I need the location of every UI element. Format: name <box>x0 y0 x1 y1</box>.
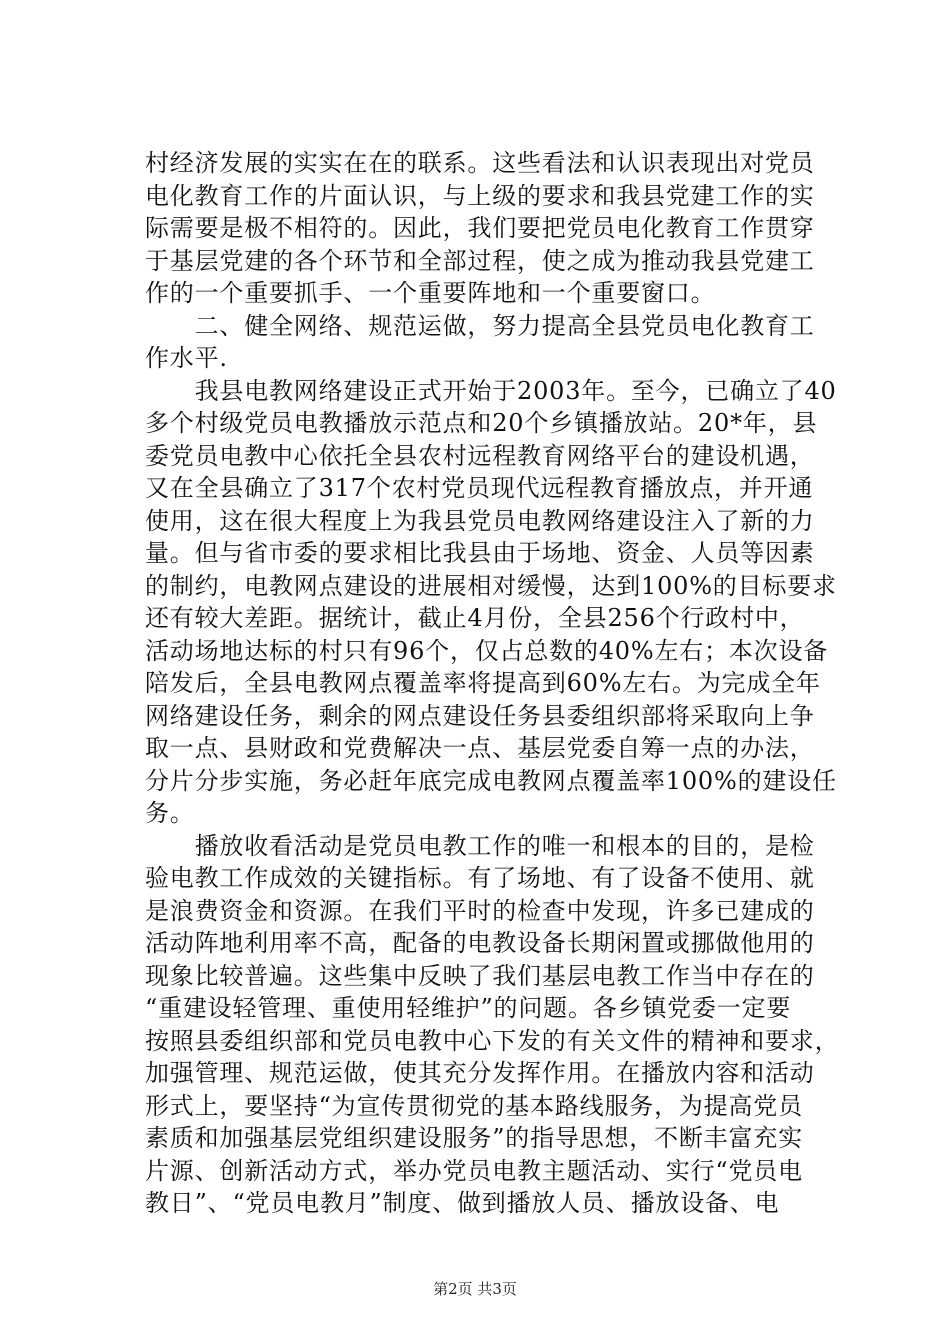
text-line: 现象比较普遍。这些集中反映了我们基层电教工作当中存在的 <box>145 961 815 990</box>
text-line: 取一点、县财政和党费解决一点、基层党委自筹一点的办法， <box>145 734 815 762</box>
text-line: 还有较大差距。据统计，截止4月份，全县256个行政村中， <box>145 604 805 632</box>
text-line: 电化教育工作的片面认识，与上级的要求和我县党建工作的实 <box>145 181 815 210</box>
text-line: 教日”、“党员电教月”制度、做到播放人员、播放设备、电 <box>145 1189 780 1217</box>
text-line: 委党员电教中心依托全县农村远程教育网络平台的建设机遇， <box>145 441 815 470</box>
text-line: 播放收看活动是党员电教工作的唯一和根本的目的，是检 <box>145 831 815 860</box>
section-heading-line: 二、健全网络、规范运做，努力提高全县党员电化教育工 <box>145 311 815 340</box>
text-line: 素质和加强基层党组织建设服务”的指导思想，不断丰富充实 <box>145 1124 803 1152</box>
text-line: 加强管理、规范运做，使其充分发挥作用。在播放内容和活动 <box>145 1059 815 1087</box>
text-line: 活动场地达标的村只有96个，仅占总数的40%左右；本次设备 <box>145 636 829 665</box>
page-number-footer: 第2页 共3页 <box>433 1280 517 1298</box>
text-line: 于基层党建的各个环节和全部过程，使之成为推动我县党建工 <box>145 246 815 275</box>
text-line: 验电教工作成效的关键指标。有了场地、有了设备不使用、就 <box>145 864 815 892</box>
text-line: 又在全县确立了317个农村党员现代远程教育播放点，并开通 <box>145 474 814 502</box>
text-line: 形式上，要坚持“为宣传贯彻党的基本路线服务，为提高党员 <box>145 1091 803 1120</box>
text-line: 我县电教网络建设正式开始于2003年。至今，已确立了40 <box>145 376 837 405</box>
text-line: 多个村级党员电教播放示范点和20个乡镇播放站。20*年，县 <box>145 409 818 437</box>
text-line: 量。但与省市委的要求相比我县由于场地、资金、人员等因素 <box>145 539 815 567</box>
section-heading-line: 作水平. <box>145 344 228 372</box>
text-line: 作的一个重要抓手、一个重要阵地和一个重要窗口。 <box>145 279 716 307</box>
text-line: 片源、创新活动方式，举办党员电教主题活动、实行“党员电 <box>145 1156 803 1185</box>
text-line: 务。 <box>145 799 195 827</box>
text-line: 按照县委组织部和党员电教中心下发的有关文件的精神和要求， <box>145 1026 840 1055</box>
text-line: 村经济发展的实实在在的联系。这些看法和认识表现出对党员 <box>145 149 815 177</box>
text-line: 际需要是极不相符的。因此，我们要把党员电化教育工作贯穿 <box>145 214 815 242</box>
text-line: 的制约，电教网点建设的进展相对缓慢，达到100%的目标要求 <box>145 571 837 600</box>
text-line: “重建设轻管理、重使用轻维护”的问题。各乡镇党委一定要 <box>145 994 792 1022</box>
text-line: 使用，这在很大程度上为我县党员电教网络建设注入了新的力 <box>145 506 815 535</box>
text-line: 网络建设任务，剩余的网点建设任务县委组织部将采取向上争 <box>145 701 815 730</box>
text-line: 分片分步实施，务必赶年底完成电教网点覆盖率100%的建设任 <box>145 766 837 795</box>
text-line: 是浪费资金和资源。在我们平时的检查中发现，许多已建成的 <box>145 896 815 925</box>
text-line: 陪发后，全县电教网点覆盖率将提高到60%左右。为完成全年 <box>145 669 821 697</box>
document-body <box>145 147 845 1220</box>
text-line: 活动阵地利用率不高，配备的电教设备长期闲置或挪做他用的 <box>145 929 815 957</box>
